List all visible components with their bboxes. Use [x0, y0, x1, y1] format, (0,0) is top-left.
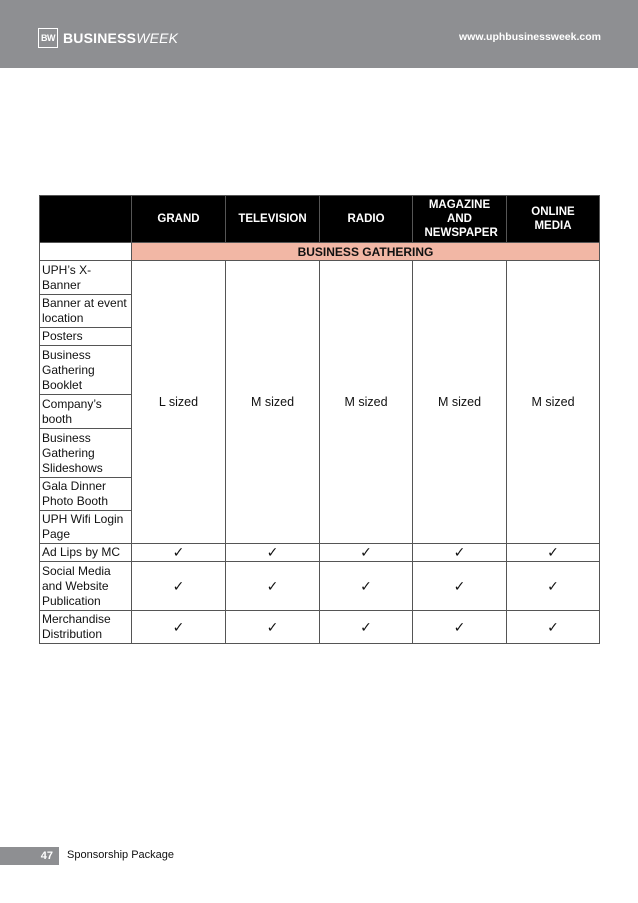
grouped-value: M sized: [507, 261, 600, 544]
check-icon: ✓: [226, 544, 320, 562]
column-header: [507, 196, 600, 243]
page-number: 47: [0, 847, 59, 865]
column-header-text: ONLINE MEDIA: [531, 206, 575, 232]
item-label: Posters: [40, 328, 132, 346]
section-row: [40, 243, 600, 261]
section-spacer: [40, 243, 132, 261]
check-icon: ✓: [320, 544, 413, 562]
item-label: UPH Wifi Login Page: [40, 511, 132, 544]
table-row: [40, 562, 600, 611]
table-row: [40, 261, 600, 295]
item-label: Business Gathering Booklet: [40, 346, 132, 395]
bw-logo-icon: BW: [38, 28, 58, 48]
column-header: [413, 196, 507, 243]
section-title: BUSINESS GATHERING: [132, 243, 600, 261]
check-icon: ✓: [132, 544, 226, 562]
item-label: Gala Dinner Photo Booth: [40, 478, 132, 511]
item-label: Social Media and Website Publication: [40, 562, 132, 611]
check-icon: ✓: [226, 611, 320, 644]
check-icon: ✓: [132, 562, 226, 611]
column-header-text: MAGAZINE AND NEWSPAPER: [424, 199, 498, 239]
column-header: GRAND: [132, 196, 226, 243]
check-icon: ✓: [507, 611, 600, 644]
item-label: Company’s booth: [40, 395, 132, 429]
item-label: Merchandise Distribution: [40, 611, 132, 644]
businessweek-logo: [38, 27, 178, 49]
check-icon: ✓: [507, 562, 600, 611]
site-url: www.uphbusinessweek.com: [459, 31, 601, 43]
item-label: Business Gathering Slideshows: [40, 429, 132, 478]
check-icon: ✓: [413, 544, 507, 562]
check-icon: ✓: [413, 611, 507, 644]
logo-bold-text: BUSINESS: [63, 30, 137, 46]
table-row: [40, 544, 600, 562]
table-row: [40, 611, 600, 644]
item-label: Ad Lips by MC: [40, 544, 132, 562]
column-header: RADIO: [320, 196, 413, 243]
logo-light-text: WEEK: [136, 30, 179, 46]
check-icon: ✓: [413, 562, 507, 611]
check-icon: ✓: [320, 611, 413, 644]
page-header: [0, 0, 638, 68]
table-header-row: [40, 196, 600, 243]
item-label: Banner at event location: [40, 295, 132, 328]
check-icon: ✓: [226, 562, 320, 611]
check-icon: ✓: [507, 544, 600, 562]
sponsorship-table: [39, 195, 600, 644]
grouped-value: M sized: [413, 261, 507, 544]
item-label: UPH’s X-Banner: [40, 261, 132, 295]
check-icon: ✓: [132, 611, 226, 644]
check-icon: ✓: [320, 562, 413, 611]
grouped-value: M sized: [320, 261, 413, 544]
footer-label: Sponsorship Package: [67, 849, 175, 861]
grouped-value: L sized: [132, 261, 226, 544]
logo-wordmark: [63, 30, 178, 46]
grouped-value: M sized: [226, 261, 320, 544]
column-header: TELEVISION: [226, 196, 320, 243]
corner-header: [40, 196, 132, 243]
